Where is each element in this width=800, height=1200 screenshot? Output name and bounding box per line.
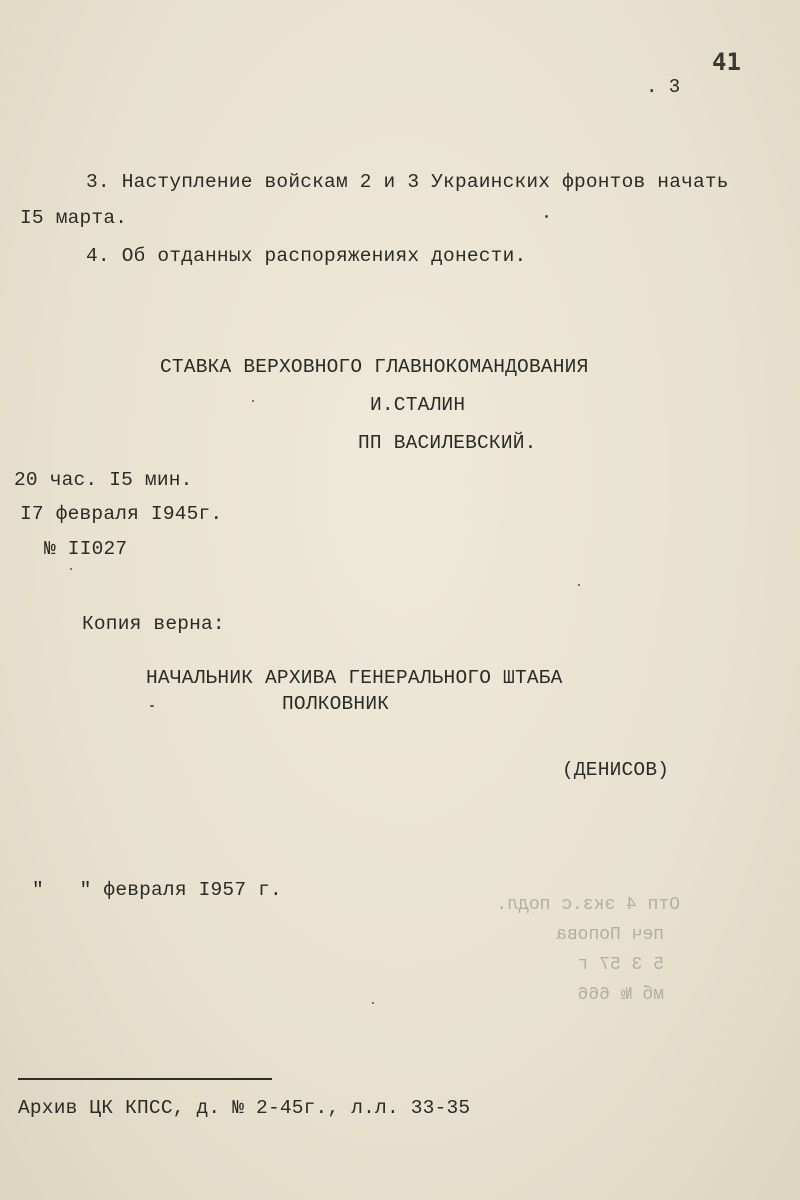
signature-stalin: И.СТАЛИН	[370, 394, 466, 416]
archive-sheet-number: 41	[712, 48, 741, 76]
dispatch-time: 20 час. I5 мин.	[14, 469, 193, 491]
paragraph-4: 4. Об отданных распоряжениях донести.	[86, 245, 527, 267]
paper-speck	[578, 584, 580, 586]
stamp-line: 5 3 57 г	[577, 955, 664, 975]
page-marker: . 3	[646, 76, 681, 98]
paper-speck	[150, 705, 154, 707]
copy-correct-label: Копия верна:	[82, 613, 225, 635]
paragraph-3-line-2: I5 марта.	[20, 207, 128, 229]
signature-vasilevsky: ПП ВАСИЛЕВСКИЙ.	[358, 432, 537, 454]
dispatch-date: I7 февраля I945г.	[20, 503, 223, 525]
certification-date: " " февраля I957 г.	[32, 879, 282, 901]
paper-speck	[70, 568, 72, 570]
archive-chief-rank: ПОЛКОВНИК	[282, 693, 390, 715]
paper-speck	[252, 400, 254, 402]
paragraph-3-line-1: 3. Наступление войскам 2 и 3 Украинских фронтов начать	[86, 171, 729, 193]
archive-chief-title: НАЧАЛЬНИК АРХИВА ГЕНЕРАЛЬНОГО ШТАБА	[146, 667, 563, 689]
dispatch-number: № II027	[44, 538, 128, 560]
footnote-source: Архив ЦК КПСС, д. № 2-45г., л.л. 33-35	[18, 1097, 471, 1119]
stamp-line: Отп 4 экз.с подл.	[496, 895, 680, 915]
signer-name: (ДЕНИСОВ)	[562, 759, 670, 781]
paper-speck	[545, 215, 548, 218]
stamp-line: печ Попова	[555, 925, 664, 945]
stamp-line: мб № 666	[577, 985, 664, 1005]
paper-speck	[372, 1002, 374, 1004]
signature-stavka: СТАВКА ВЕРХОВНОГО ГЛАВНОКОМАНДОВАНИЯ	[160, 356, 589, 378]
footnote-rule	[18, 1078, 272, 1080]
mirrored-stamp-bleed	[440, 890, 680, 1010]
